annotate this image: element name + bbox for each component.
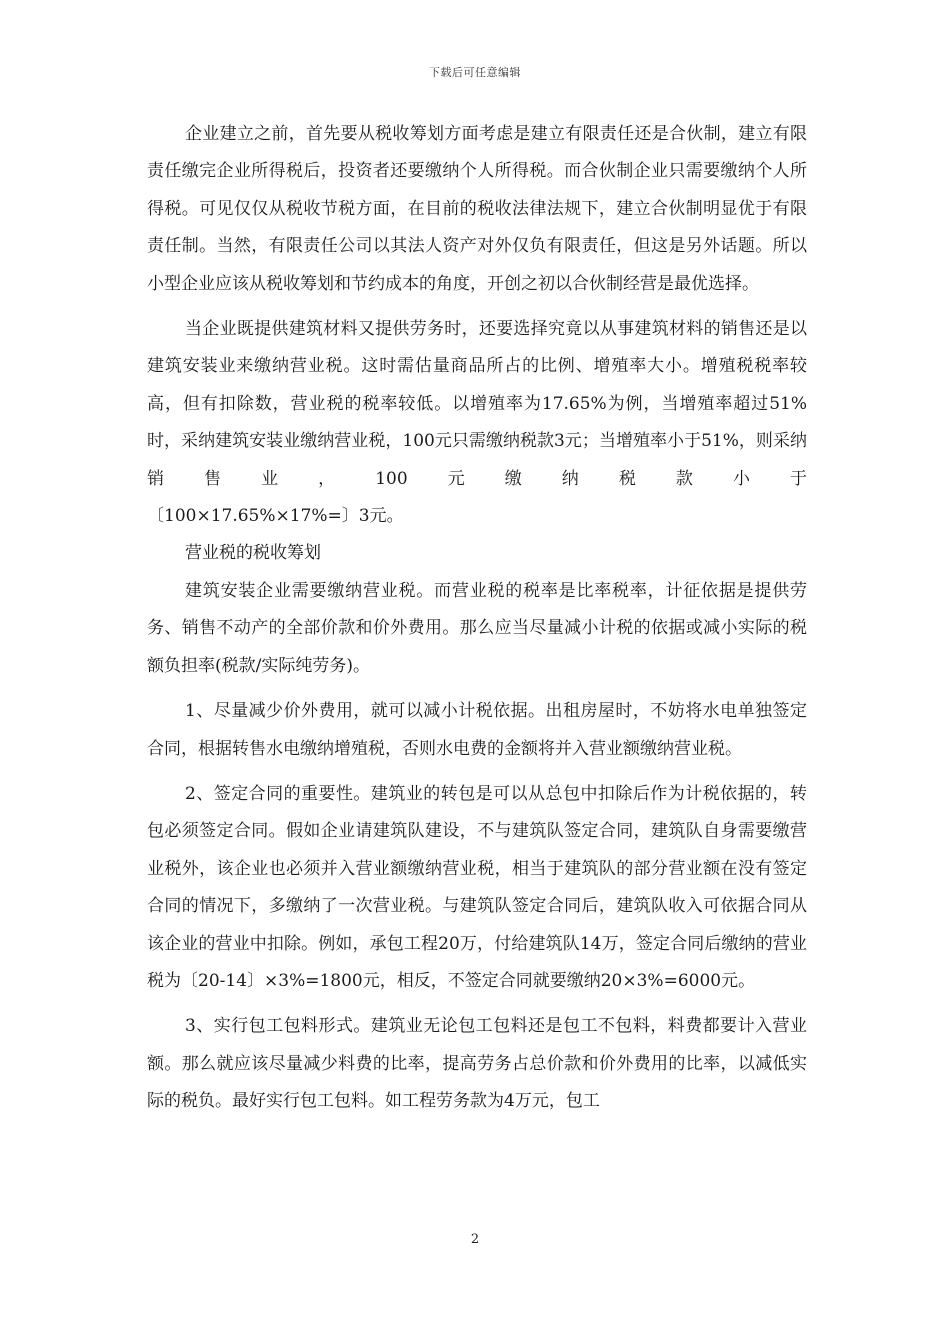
paragraph-item-2: 2、签定合同的重要性。建筑业的转包是可以从总包中扣除后作为计税依据的，转包必须签定合同。假如企业请建筑队建设，不与建筑队签定合同，建筑队自身需要缴营业税外，该企业也必须并入营业额缴纳营业税，相当于建筑队的部分营业额在没有签定合同的情况下，多缴纳了一次营业税。与建筑队签定合同后，建筑队收入可依据合同从该企业的营业中扣除。例如，承包工程20万，付给建筑队14万，签定合同后缴纳的营业税为〔20-14〕×3%=1800元，相反，不签定合同就要缴纳20×3%=6000元。 [147, 783, 807, 991]
document-body [147, 116, 807, 1121]
section-heading-business-tax: 营业税的税收筹划 [185, 543, 321, 564]
page-header: 下载后可任意编辑 [429, 66, 521, 79]
page-number: 2 [470, 1232, 480, 1247]
paragraph-enterprise-form: 企业建立之前，首先要从税收筹划方面考虑是建立有限责任还是合伙制，建立有限责任缴完企业所得税后，投资者还要缴纳个人所得税。而合伙制企业只需要缴纳个人所得税。可见仅仅从税收节税方面，在目前的税收法律法规下，建立合伙制明显优于有限责任制。当然，有限责任公司以其法人资产对外仅负有限责任，但这是另外话题。所以小型企业应该从税收筹划和节约成本的角度，开创之初以合伙制经营是最优选择。 [147, 124, 807, 294]
paragraph-item-3: 3、实行包工包料形式。建筑业无论包工包料还是包工不包料，料费都要计入营业额。那么就应该尽量减少料费的比率，提高劳务占总价款和价外费用的比率，以减低实际的税负。最好实行包工包料。如工程劳务款为4万元，包工 [147, 1016, 807, 1112]
paragraph-business-tax-intro: 建筑安装企业需要缴纳营业税。而营业税的税率是比率税率，计征依据是提供劳务、销售不动产的全部价款和价外费用。那么应当尽量减小计税的依据或减小实际的税额负担率(税款/实际纯劳务)。 [147, 580, 807, 676]
paragraph-materials-formula: 〔100×17.65%×17%=〕3元。 [147, 506, 404, 527]
paragraph-item-1: 1、尽量减少价外费用，就可以减小计税依据。出租房屋时，不妨将水电单独签定合同，根据转售水电缴纳增殖税，否则水电费的金额将并入营业额缴纳营业税。 [147, 701, 807, 759]
paragraph-materials-main: 当企业既提供建筑材料又提供劳务时，还要选择究竟以从事建筑材料的销售还是以建筑安装业来缴纳营业税。这时需估量商品所占的比例、增殖率大小。增殖税税率较高，但有扣除数，营业税的税率较低。以增殖率为17.65%为例，当增殖率超过51%时，采纳建筑安装业缴纳营业税，100元只需缴纳税款3元；当增殖率小于51%，则采纳销售业，100元缴纳税款小于 [147, 319, 807, 489]
paragraph-materials-and-labor [147, 311, 807, 535]
